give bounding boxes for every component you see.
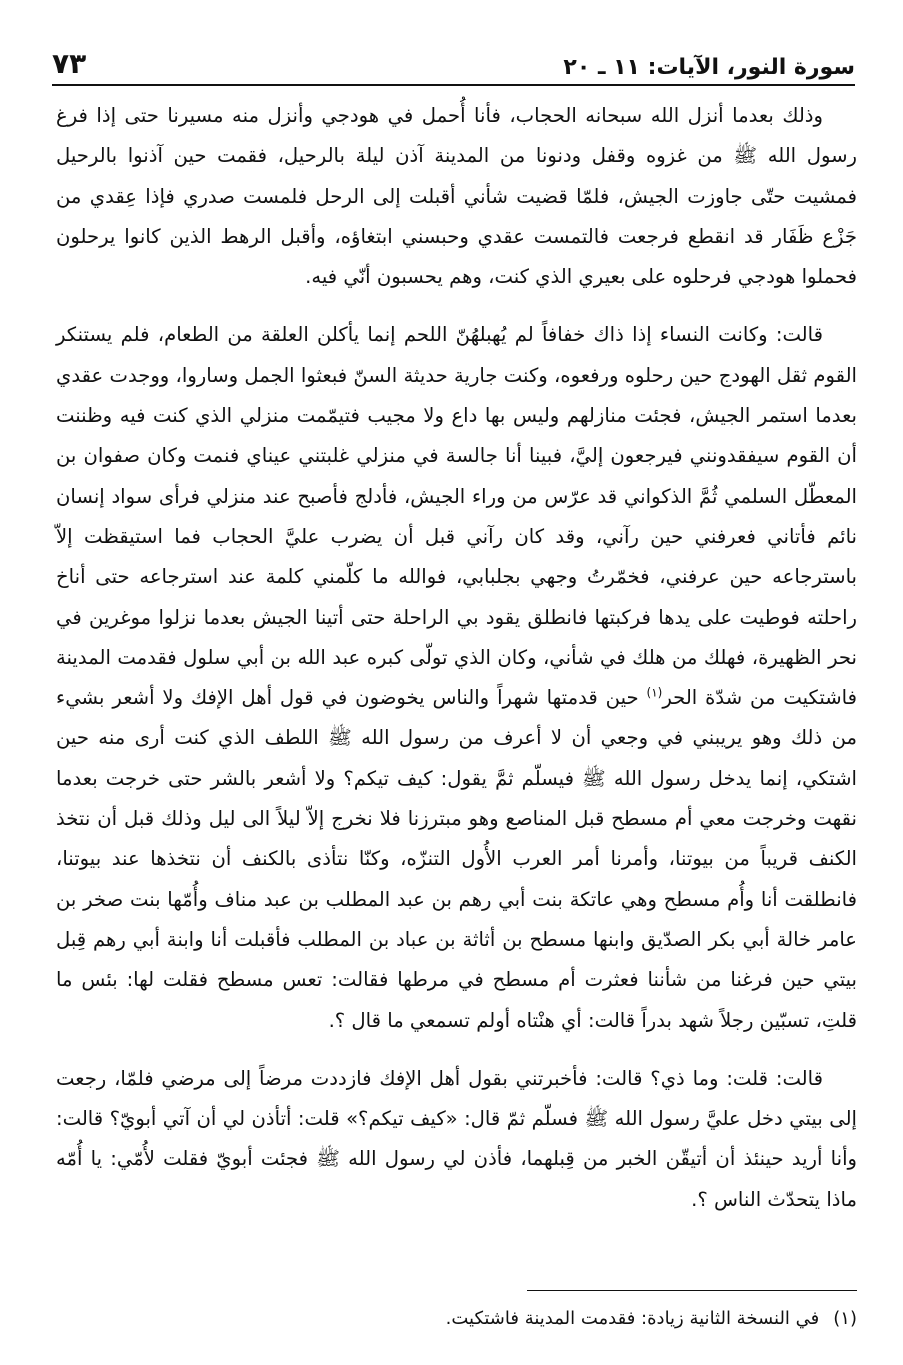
paragraph-1: وذلك بعدما أنزل الله سبحانه الحجاب، فأنا أُحمل في هودجي وأنزل منه مسيرنا حتى إذا فرغ رسول الله ﷺ من غزوه وقفل ودنونا من المدينة آذن ليلة بالرحيل، فقمت حين آذنوا بالرحيل فمشيت حتّى جاوزت الجيش، فلمّا قضيت شأني أقبلت إلى الرحل فلمست صدري فإذا عِقدي من جَزْع ظَفَار قد انقطع فرجعت فالتمست عقدي وحبسني ابتغاؤه، وأقبل الرهط الذين كانوا يرحلون فحملوا هودجي فرحلوه على بعيري الذي كنت، وهم يحسبون أنّي فيه. xyxy=(56,104,857,289)
page-header xyxy=(52,30,855,86)
running-title: سورة النور، الآيات: ١١ ـ ٢٠ xyxy=(563,55,855,80)
paragraph-2 xyxy=(56,315,857,1040)
paragraph-2-text: قالت: وكانت النساء إذا ذاك خفافاً لم يُهبلهُنّ اللحم إنما يأكلن العلقة من الطعام، فلم يستنكر القوم ثقل الهودج حين رحلوه ورفعوه، وكنت جارية حديثة السنّ فبعثوا الجمل وساروا، ووجدت عقدي بعدما استمر الجيش، فجئت منازلهم وليس بها داع ولا مجيب فتيمّمت منزلي الذي كنت فيه وظننت أن القوم سيفقدونني فيرجعون إليَّ، فبينا أنا جالسة في منزلي غلبتني عيناي فنمت وكان صفوان بن المعطّل السلمي ثُمَّ الذكواني قد عرّس من وراء الجيش، فأدلج فأصبح عند منزلي فرأى سواد إنسان نائم فأتاني فعرفني حين رآني، وقد كان رآني قبل أن يضرب عليَّ الحجاب فما استيقظت إلاّ باسترجاعه حين عرفني، فخمّرتُ وجهي بجلبابي، فوالله ما كلّمني كلمة عند استرجاعه حتى أناخ راحلته فوطيت على يدها فركبتها فانطلق يقود بي الراحلة حتى أتينا الجيش بعدما نزلوا موغرين في نحر الظهيرة، فهلك من هلك في شأني، وكان الذي تولّى كبره عبد الله بن أبي سلول فقدمت المدينة فاشتكيت من شدّة الحر xyxy=(56,323,857,710)
footnote-text: في النسخة الثانية زيادة: فقدمت المدينة فاشتكيت. xyxy=(445,1308,820,1329)
page-number: ٧٣ xyxy=(52,47,87,80)
footnote xyxy=(56,1304,857,1334)
footnote-divider xyxy=(527,1290,857,1291)
paragraph-2-continuation: حين قدمتها شهراً والناس يخوضون في قول أهل الإفك ولا أشعر بشيء من ذلك وهو يريبني في وجعي أن لا أعرف من رسول الله ﷺ اللطف الذي كنت أرى منه حين اشتكي، إنما يدخل رسول الله ﷺ فيسلّم ثمَّ يقول: كيف تيكم؟ ولا أشعر بالشر حتى خرجت بعدما نقهت وخرجت معي أم مسطح قبل المناصع وهو مبترزنا فلا نخرج إلاّ ليلاً الى ليل وذلك قبل أن نتخذ الكنف قريباً من بيوتنا، وأمرنا أمر العرب الأُول التنزّه، وكنّا نتأذى بالكنف أن نتخذها عند بيوتنا، فانطلقت أنا وأُم مسطح وهي عاتكة بنت أبي رهم بن عبد المطلب بن عبد مناف وأُمّها بنت صخر بن عامر خالة أبي بكر الصدّيق وابنها مسطح بن أثاثة بن عباد بن المطلب فأقبلت أنا وابنة أبي رهم قِبل بيتي حين فرغنا من شأننا فعثرت أم مسطح في مرطها فقالت: تعس مسطح فقلت لها: بئس ما قلتِ، تسبّين رجلاً شهد بدراً قالت: أي هنْتاه أولم تسمعي ما قال ؟. xyxy=(56,686,857,1032)
paragraph-3: قالت: قلت: وما ذي؟ قالت: فأخبرتني بقول أهل الإفك فازددت مرضاً إلى مرضي فلمّا، رجعت إلى بيتي دخل عليَّ رسول الله ﷺ فسلّم ثمّ قال: «كيف تيكم؟» قلت: أتأذن لي أن آتي أبويّ؟ قالت: وأنا أريد حينئذ أن أتيقّن الخبر من قِبلهما، فأذن لي رسول الله ﷺ فجئت أبويّ فقلت لأُمّي: يا أُمّه ماذا يتحدّث الناس ؟. xyxy=(56,1066,857,1211)
footnote-reference: (١) xyxy=(646,685,663,700)
footnote-number: (١) xyxy=(833,1308,857,1329)
main-text xyxy=(56,96,857,1220)
